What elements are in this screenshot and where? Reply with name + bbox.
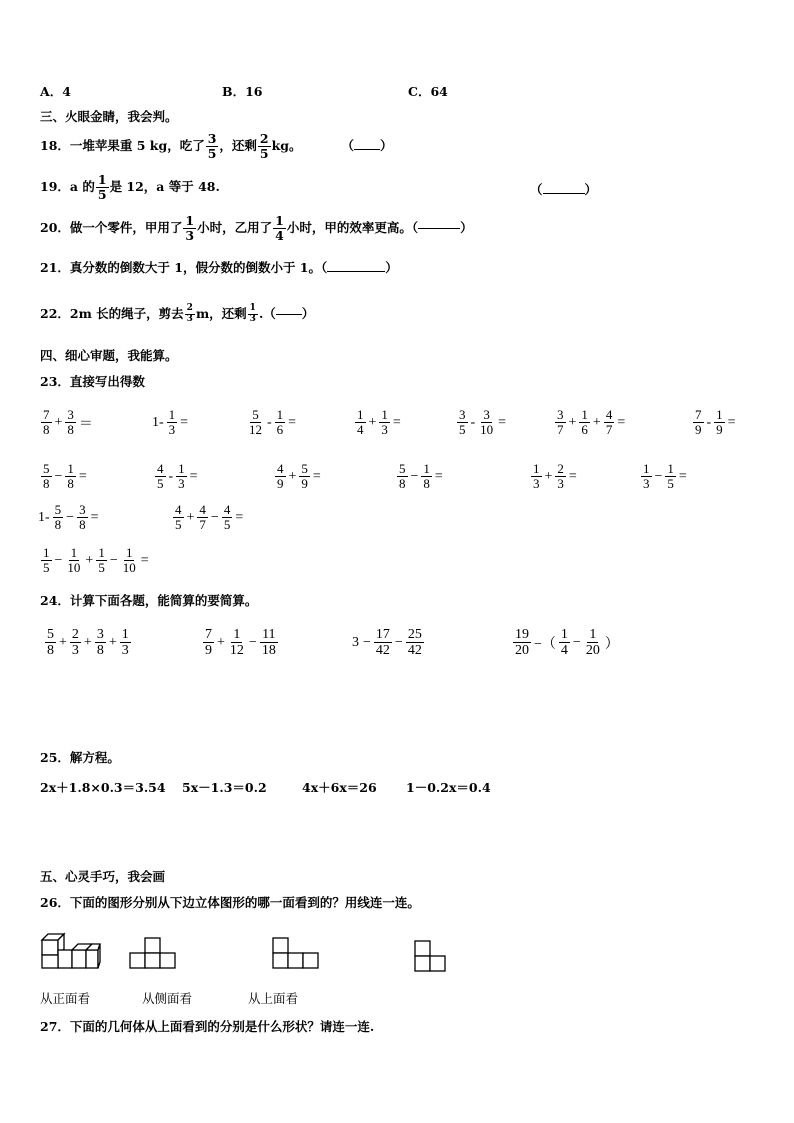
question-27-title: 27．下面的几何体从上面看到的分别是什么形状？请连一连. — [40, 1019, 375, 1034]
denominator: 20 — [585, 643, 600, 659]
operator: + — [288, 468, 297, 484]
q18-mid: ，还剩 — [219, 138, 257, 153]
numerator: 3 — [96, 627, 104, 642]
numerator: 1 — [716, 407, 723, 422]
fraction — [584, 627, 602, 659]
operator: + — [85, 552, 94, 568]
fraction — [478, 408, 495, 438]
operator: + — [592, 414, 601, 430]
question-23-title: 23．直接写出得数 — [40, 374, 145, 389]
numerator: 1 — [233, 627, 241, 642]
q24-expression — [202, 627, 279, 659]
fraction — [559, 627, 570, 659]
operator: + — [54, 414, 63, 430]
fraction — [65, 408, 76, 438]
q22-fraction-a — [185, 304, 195, 325]
q18-answer-paren[interactable]: （ ） — [341, 138, 393, 153]
fraction — [167, 408, 178, 438]
question-26-title: 26．下面的图形分别从下边立体图形的哪一面看到的？用线连一连。 — [40, 895, 420, 910]
fraction — [41, 408, 52, 438]
operator: − — [363, 634, 371, 650]
side-view-figure — [129, 937, 177, 971]
denominator: 12 — [249, 422, 262, 438]
section-3-heading: 三、火眼金睛，我会判。 — [40, 109, 178, 124]
front-view-figure — [414, 940, 448, 976]
whole-number: 1- — [38, 509, 50, 525]
numerator: 7 — [695, 407, 702, 422]
q21-answer-blank[interactable] — [327, 271, 385, 272]
equals-sign: = — [189, 468, 198, 484]
numerator: 5 — [252, 407, 259, 422]
numerator: 1 — [423, 461, 430, 476]
denominator: 3 — [186, 313, 193, 324]
numerator: 1 — [70, 545, 78, 560]
denominator: 3 — [249, 313, 256, 324]
denominator: 3 — [643, 476, 650, 492]
q22-fraction-b — [248, 304, 258, 325]
q21-text: 21．真分数的倒数大于 1，假分数的倒数小于 1。（ — [40, 260, 328, 275]
denominator: 5 — [43, 560, 50, 576]
denominator: 3 — [121, 643, 129, 659]
fraction — [65, 462, 76, 492]
fraction — [53, 503, 64, 533]
numerator: 2 — [259, 131, 269, 146]
numerator: 3 — [79, 502, 86, 517]
operator: + — [217, 634, 225, 650]
numerator: 3 — [483, 407, 490, 422]
operator: − — [210, 509, 219, 525]
calc-item — [40, 546, 151, 576]
question-19 — [40, 173, 220, 202]
operator: − — [654, 468, 663, 484]
numerator: 1 — [185, 213, 195, 228]
numerator: 4 — [199, 502, 206, 517]
question-22 — [40, 304, 314, 325]
option-c: C．64 — [408, 84, 448, 99]
operator: + — [186, 509, 195, 525]
calc-item — [154, 462, 200, 492]
whole-number: 1- — [152, 414, 164, 430]
fraction — [41, 462, 52, 492]
operator: − — [54, 468, 63, 484]
fraction — [374, 627, 392, 659]
denominator: 3 — [185, 227, 195, 243]
equals-sign: ＝ — [78, 416, 93, 432]
fraction — [121, 546, 138, 576]
fraction — [555, 462, 566, 492]
numerator: 5 — [47, 627, 54, 642]
denominator: 6 — [276, 422, 284, 438]
denominator: 7 — [557, 422, 564, 438]
fraction — [155, 462, 166, 492]
q19-pre: 19．a 的 — [40, 179, 95, 194]
denominator: 3 — [178, 476, 185, 492]
denominator: 8 — [67, 476, 74, 492]
numerator: 1 — [381, 407, 388, 422]
equals-sign: = — [78, 468, 87, 484]
3d-block-figure — [40, 928, 102, 972]
calc-item — [530, 462, 579, 492]
fraction — [665, 462, 676, 492]
q24-expression — [44, 627, 132, 659]
denominator: 5 — [175, 517, 182, 533]
numerator: 5 — [43, 461, 50, 476]
fraction — [379, 408, 390, 438]
equals-sign: = — [312, 468, 321, 484]
equation-1: 2x＋1.8×0.3＝3.54 — [40, 780, 166, 795]
denominator: 8 — [423, 476, 430, 492]
numerator: 1 — [97, 172, 107, 187]
numerator: 1 — [533, 461, 540, 476]
equals-sign: = — [288, 414, 297, 430]
numerator: 25 — [407, 627, 422, 642]
numerator: 3 — [557, 407, 564, 422]
q22-pre: 22．2m 长的绳子，剪去 — [40, 306, 184, 322]
operator: − — [248, 634, 257, 650]
denominator: 7 — [199, 517, 206, 533]
q21-paren-close: ） — [385, 260, 398, 275]
denominator: 3 — [71, 643, 79, 659]
denominator: 5 — [223, 517, 231, 533]
denominator: 5 — [207, 145, 217, 161]
operator: - — [267, 414, 272, 430]
q22-post: .（ — [258, 306, 276, 322]
equals-sign: = — [568, 468, 577, 484]
fraction — [604, 408, 615, 438]
calc-item — [396, 462, 445, 492]
q19-answer-paren[interactable]: （ ） — [530, 182, 598, 197]
question-20 — [40, 214, 473, 243]
operator: − — [410, 468, 419, 484]
numerator: 4 — [277, 461, 284, 476]
denominator: 5 — [97, 186, 107, 202]
q20-paren-close: ） — [460, 220, 473, 235]
equals-sign: = — [180, 414, 189, 430]
fraction — [714, 408, 725, 438]
calc-item — [36, 503, 100, 533]
numerator: 2 — [186, 303, 193, 313]
numerator: 1 — [67, 461, 74, 476]
operator: + — [59, 634, 67, 650]
numerator: 1 — [275, 213, 284, 228]
denominator: 9 — [695, 422, 702, 438]
fraction — [96, 546, 107, 576]
operator: − — [54, 552, 63, 568]
fraction — [299, 462, 310, 492]
denominator: 5 — [459, 422, 466, 438]
question-21 — [40, 262, 398, 275]
denominator: 6 — [581, 422, 588, 438]
equals-sign: = — [498, 414, 507, 430]
fraction — [513, 627, 531, 659]
fraction — [421, 462, 432, 492]
denominator: 18 — [261, 643, 276, 659]
numerator: 17 — [375, 627, 390, 642]
operator: - — [470, 414, 476, 430]
calc-item — [150, 408, 190, 438]
bracket: ） — [604, 636, 619, 652]
fraction — [197, 503, 208, 533]
fraction — [641, 462, 652, 492]
fraction — [579, 408, 590, 438]
equation-2: 5x－1.3＝0.2 — [182, 780, 267, 795]
equals-sign: = — [434, 468, 443, 484]
operator: − — [572, 634, 581, 650]
equals-sign: = — [140, 552, 149, 568]
q18-fraction-eaten — [206, 132, 219, 161]
operator: - — [168, 468, 174, 484]
q22-mid: m，还剩 — [195, 306, 247, 322]
fraction — [120, 627, 131, 659]
fraction — [222, 503, 233, 533]
denominator: 9 — [205, 643, 212, 659]
numerator: 5 — [54, 502, 62, 517]
numerator: 1 — [168, 407, 176, 422]
equals-sign: = — [727, 414, 736, 430]
equation-4: 1－0.2x＝0.4 — [406, 780, 491, 795]
numerator: 1 — [589, 627, 597, 642]
numerator: 1 — [125, 545, 133, 560]
numerator: 1 — [581, 407, 588, 422]
equals-sign: = — [235, 509, 244, 525]
equals-sign: = — [617, 414, 626, 430]
calc-item — [554, 408, 627, 438]
numerator: 1 — [178, 461, 185, 476]
denominator: 42 — [407, 643, 422, 659]
numerator: 4 — [223, 502, 231, 517]
operator: + — [108, 634, 117, 650]
numerator: 19 — [515, 627, 529, 642]
calc-item — [172, 503, 245, 533]
q19-post: 是 12，a 等于 48. — [109, 179, 220, 194]
denominator: 8 — [54, 517, 62, 533]
numerator: 2 — [557, 461, 564, 476]
q18-pre: 18．一堆苹果重 5 kg，吃了 — [40, 138, 205, 153]
fraction — [77, 503, 88, 533]
fraction — [95, 627, 106, 659]
q20-fraction-a — [183, 214, 196, 243]
denominator: 4 — [560, 643, 568, 659]
question-18 — [40, 132, 393, 161]
q19-fraction — [96, 173, 109, 202]
denominator: 7 — [605, 422, 613, 438]
calc-item — [456, 408, 508, 438]
numerator: 4 — [157, 461, 164, 476]
fraction — [531, 462, 542, 492]
operator: + — [83, 634, 92, 650]
numerator: 1 — [276, 407, 284, 422]
numerator: 5 — [399, 461, 406, 476]
question-24-title: 24．计算下面各题，能简算的要简算。 — [40, 593, 258, 608]
calc-item — [692, 408, 738, 438]
numerator: 3 — [67, 407, 74, 422]
calc-item — [246, 408, 298, 438]
numerator: 1 — [98, 545, 105, 560]
numerator: 11 — [262, 627, 276, 642]
equals-sign: = — [90, 509, 99, 525]
operator: + — [368, 414, 377, 430]
operator: + — [568, 414, 577, 430]
fraction — [70, 627, 81, 659]
numerator: 1 — [643, 461, 650, 476]
denominator: 9 — [301, 476, 308, 492]
q22-paren-close: ） — [301, 306, 315, 322]
numerator: 4 — [605, 407, 613, 422]
q18-post: kg。 — [271, 138, 302, 153]
option-b: B．16 — [222, 84, 263, 99]
denominator: 3 — [557, 476, 564, 492]
denominator: 5 — [259, 145, 269, 161]
operator: + — [544, 468, 553, 484]
fraction — [260, 627, 278, 659]
q20-post: 小时，甲的效率更高。（ — [286, 220, 419, 235]
numerator: 3 — [207, 131, 217, 146]
operator: −（ — [534, 636, 556, 652]
option-a: A．4 — [40, 84, 71, 99]
denominator: 3 — [168, 422, 176, 438]
whole-number: 3 — [352, 634, 359, 650]
q20-answer-blank[interactable] — [418, 228, 460, 229]
numerator: 3 — [459, 407, 466, 422]
denominator: 8 — [96, 643, 104, 659]
numerator: 5 — [301, 461, 308, 476]
denominator: 3 — [381, 422, 388, 438]
denominator: 20 — [515, 643, 529, 659]
numerator: 1 — [560, 627, 568, 642]
numerator: 1 — [43, 545, 50, 560]
denominator: 42 — [375, 643, 390, 659]
denominator: 8 — [79, 517, 86, 533]
denominator: 12 — [229, 643, 244, 659]
operator: − — [109, 552, 118, 568]
denominator: 3 — [533, 476, 540, 492]
denominator: 10 — [122, 560, 136, 576]
calc-item — [40, 462, 89, 492]
denominator: 9 — [277, 476, 284, 492]
denominator: 4 — [357, 422, 364, 438]
label-top-view: 从上面看 — [248, 991, 299, 1006]
q20-fraction-b — [273, 214, 286, 243]
calc-item — [354, 408, 403, 438]
calc-item — [640, 462, 689, 492]
denominator: 10 — [480, 422, 494, 438]
fraction — [228, 627, 246, 659]
fraction — [275, 462, 286, 492]
equals-sign: = — [678, 468, 687, 484]
fraction — [176, 462, 187, 492]
numerator: 1 — [667, 461, 674, 476]
denominator: 5 — [98, 560, 105, 576]
section-4-heading: 四、细心审题，我能算。 — [40, 348, 178, 363]
fraction — [203, 627, 214, 659]
fraction — [355, 408, 366, 438]
label-side-view: 从侧面看 — [142, 991, 193, 1006]
denominator: 8 — [43, 476, 50, 492]
fraction — [406, 627, 424, 659]
denominator: 5 — [667, 476, 674, 492]
fraction — [65, 546, 82, 576]
denominator: 8 — [43, 422, 50, 438]
fraction — [693, 408, 704, 438]
equation-3: 4x＋6x＝26 — [302, 780, 377, 795]
denominator: 8 — [67, 422, 74, 438]
denominator: 4 — [275, 227, 284, 243]
numerator: 7 — [43, 407, 50, 422]
denominator: 8 — [399, 476, 406, 492]
operator: − — [394, 634, 403, 650]
denominator: 9 — [716, 422, 723, 438]
operator: − — [66, 509, 75, 525]
numerator: 1 — [357, 407, 364, 422]
numerator: 2 — [71, 627, 79, 642]
fraction — [555, 408, 566, 438]
top-view-figure — [272, 937, 320, 971]
calc-item — [274, 462, 323, 492]
fraction — [247, 408, 264, 438]
numerator: 1 — [249, 303, 256, 313]
fraction — [275, 408, 286, 438]
numerator: 4 — [175, 502, 182, 517]
q20-mid: 小时，乙用了 — [197, 220, 273, 235]
question-25-title: 25．解方程。 — [40, 750, 120, 765]
operator: - — [706, 414, 712, 430]
q22-answer-blank[interactable] — [276, 314, 302, 315]
fraction — [45, 627, 56, 659]
denominator: 10 — [67, 560, 81, 576]
numerator: 1 — [121, 627, 129, 642]
q20-pre: 20．做一个零件，甲用了 — [40, 220, 183, 235]
fraction — [173, 503, 184, 533]
fraction — [41, 546, 52, 576]
calc-item — [40, 408, 95, 438]
fraction — [457, 408, 468, 438]
fraction — [397, 462, 408, 492]
numerator: 7 — [205, 627, 212, 642]
q18-fraction-left — [258, 132, 271, 161]
denominator: 5 — [157, 476, 164, 492]
q24-expression — [512, 627, 621, 659]
q24-expression — [350, 627, 425, 659]
denominator: 8 — [47, 643, 54, 659]
label-front-view: 从正面看 — [40, 991, 91, 1006]
section-5-heading: 五、心灵手巧，我会画 — [40, 869, 166, 884]
equals-sign: = — [392, 414, 401, 430]
